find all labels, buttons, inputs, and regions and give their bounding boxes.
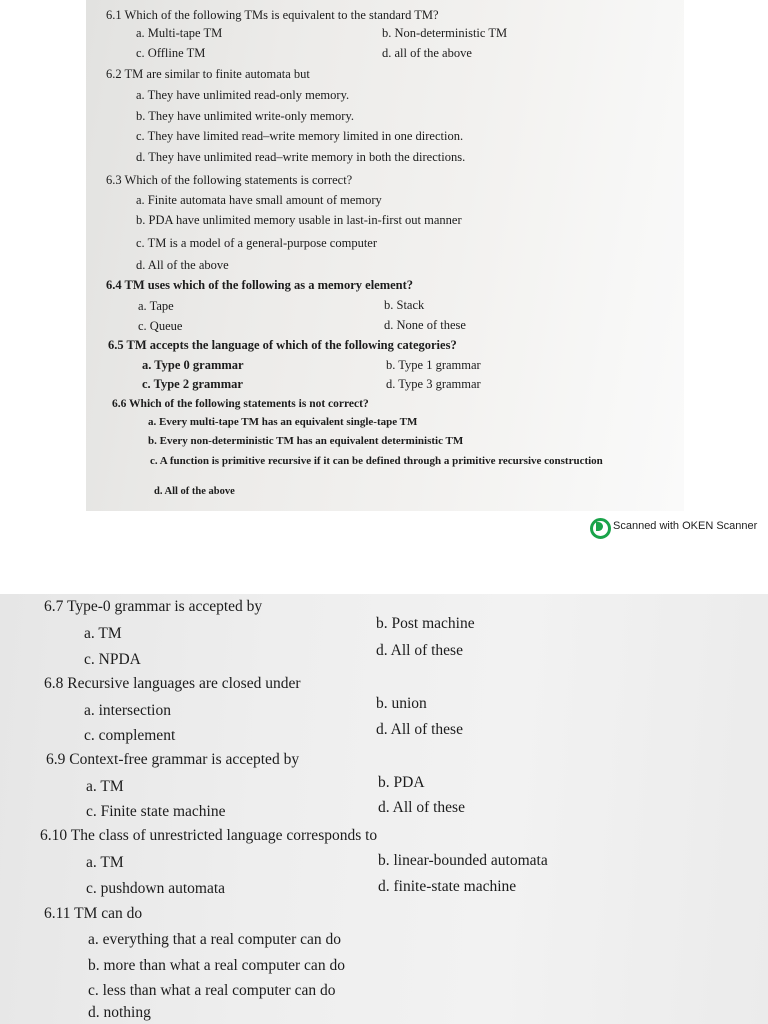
option-c: c. Offline TM	[136, 46, 206, 60]
option-b: b. PDA	[378, 774, 425, 791]
question-number: 6.2	[106, 67, 122, 81]
question-text: Which of the following TMs is equivalent to the standard TM?	[124, 8, 439, 22]
option-c: c. Queue	[138, 319, 183, 333]
option-b: b. more than what a real computer can do	[88, 957, 345, 974]
scanner-watermark	[590, 517, 757, 535]
option-d: d. None of these	[384, 318, 466, 332]
option-c: c. A function is primitive recursive if it can be defined through a primitive recursive construction	[150, 455, 603, 467]
option-a: a. intersection	[84, 702, 171, 719]
option-d: d. nothing	[88, 1004, 151, 1021]
question-text: TM uses which of the following as a memory element?	[124, 278, 414, 292]
question-6-2	[106, 67, 310, 82]
option-c: c. complement	[84, 727, 176, 744]
question-number: 6.10	[40, 827, 68, 844]
question-6-9	[46, 751, 299, 769]
option-a: a. They have unlimited read-only memory.	[136, 88, 350, 102]
option-a: a. Multi-tape TM	[136, 26, 223, 40]
option-d: d. All of these	[376, 642, 463, 659]
question-6-10	[40, 827, 377, 845]
option-b: b. union	[376, 695, 427, 712]
option-d: d. All of these	[376, 721, 463, 738]
question-number: 6.1	[106, 8, 122, 22]
question-number: 6.8	[44, 675, 64, 692]
question-text: Which of the following statements is not correct?	[129, 398, 369, 410]
option-d: d. They have unlimited read–write memory in both the directions.	[136, 150, 466, 164]
option-d: d. finite-state machine	[378, 878, 517, 895]
question-number: 6.7	[44, 598, 64, 615]
option-a: a. Finite automata have small amount of memory	[136, 193, 382, 207]
question-number: 6.9	[46, 751, 66, 768]
question-6-4	[106, 278, 413, 293]
option-c: c. Type 2 grammar	[142, 377, 243, 391]
option-a: a. everything that a real computer can do	[88, 931, 342, 948]
question-number: 6.5	[108, 338, 124, 352]
option-b: b. They have unlimited write-only memory.	[136, 109, 355, 123]
option-b: b. PDA have unlimited memory usable in last-in-first out manner	[136, 213, 462, 227]
question-text: Type-0 grammar is accepted by	[66, 598, 263, 615]
question-text: TM accepts the language of which of the following categories?	[126, 338, 457, 352]
question-6-6	[112, 398, 369, 410]
option-d: d. all of the above	[382, 46, 472, 60]
scanned-page-top	[86, 0, 684, 511]
option-b: b. Post machine	[376, 615, 475, 632]
question-6-7	[44, 598, 262, 616]
option-c: c. TM is a model of a general-purpose computer	[136, 236, 378, 250]
question-text: Which of the following statements is correct?	[124, 173, 353, 187]
question-number: 6.6	[112, 398, 127, 410]
option-b: b. linear-bounded automata	[378, 852, 548, 869]
question-text: TM are similar to finite automata but	[124, 67, 310, 81]
question-6-1	[106, 8, 439, 23]
option-c: c. pushdown automata	[86, 880, 226, 897]
scanner-logo-icon	[590, 518, 607, 535]
option-a: a. Every multi-tape TM has an equivalent single-tape TM	[148, 416, 418, 428]
question-text: Context-free grammar is accepted by	[69, 751, 300, 768]
question-6-3	[106, 173, 352, 188]
option-c: c. NPDA	[84, 651, 141, 668]
option-b: b. Non-deterministic TM	[382, 26, 508, 40]
option-a: a. Tape	[138, 299, 174, 313]
option-b: b. Type 1 grammar	[386, 358, 481, 372]
scanner-label: Scanned with OKEN Scanner	[613, 520, 758, 532]
question-number: 6.4	[106, 278, 122, 292]
question-6-11	[44, 905, 142, 923]
option-a: a. Type 0 grammar	[142, 358, 244, 372]
option-a: a. TM	[86, 854, 124, 871]
option-d: d. All of these	[378, 799, 465, 816]
question-6-8	[44, 675, 301, 693]
scanned-page-bottom	[0, 594, 768, 1024]
option-b: b. Stack	[384, 298, 425, 312]
question-number: 6.3	[106, 173, 122, 187]
option-d: d. All of the above	[136, 258, 229, 272]
question-number: 6.11	[44, 905, 71, 922]
option-b: b. Every non-deterministic TM has an equivalent deterministic TM	[148, 435, 464, 447]
option-a: a. TM	[84, 625, 122, 642]
question-text: TM can do	[74, 905, 143, 922]
question-text: Recursive languages are closed under	[67, 675, 301, 692]
question-6-5	[108, 338, 457, 353]
option-a: a. TM	[86, 778, 124, 795]
option-c: c. less than what a real computer can do	[88, 982, 336, 999]
option-c: c. They have limited read–write memory limited in one direction.	[136, 129, 464, 143]
option-d: d. All of the above	[154, 486, 235, 497]
option-d: d. Type 3 grammar	[386, 377, 481, 391]
option-c: c. Finite state machine	[86, 803, 226, 820]
question-text: The class of unrestricted language corresponds to	[70, 827, 378, 844]
